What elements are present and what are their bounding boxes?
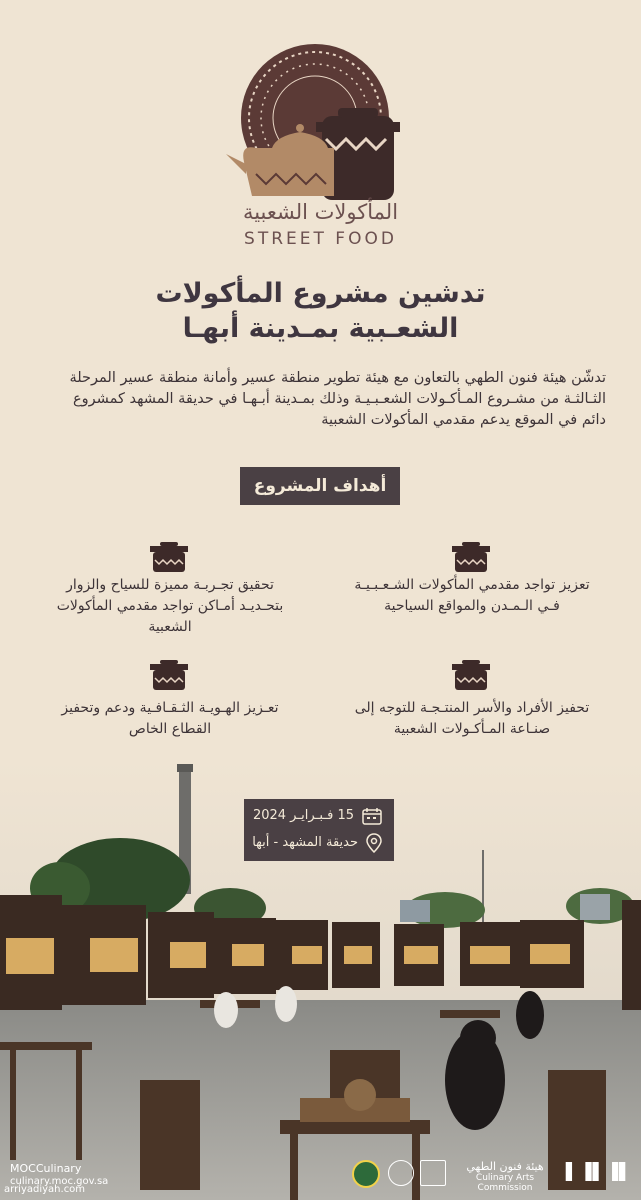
social-handle: MOCCulinary — [10, 1162, 82, 1175]
cooking-pot-icon — [146, 540, 192, 574]
goal-item-3: تحفيز الأفراد والأسر المنتـجـة للتوجه إلى صنـاعة المـأكـولات الشعبية — [354, 700, 590, 737]
goal-item-4: تعـزيز الهـويـة الثـقـافـية ودعم وتحفيز القطاع الخاص — [61, 700, 279, 737]
goals-header: أهداف المشروع — [240, 467, 400, 505]
partner-logo-icon — [420, 1160, 446, 1186]
goal-item-1: تعزيز تواجد مقدمي المأكولات الشـعـبـيـة فـي الـمـدن والمواقع السياحية — [354, 577, 590, 614]
website-url: culinary.moc.gov.sa — [10, 1176, 109, 1187]
logo-english-text: STREET FOOD — [244, 229, 397, 249]
commission-name-ar: هيئة فنون الطهي — [466, 1160, 544, 1173]
intro-paragraph: تدشّن هيئة فنون الطهي بالتعاون مع هيئة تطوير منطقة عسير وأمانة منطقة عسير المرحلة الثـالثـة من مشـروع المـأكـولات الشعـبـيـة وذلك بمـدينة أبـهـا في حديقة المشهد كمشروع دائم في الموقع يدعم مقدمي المأكولات الشعبية — [69, 370, 606, 428]
goal-item-2: تحقيق تجـربـة مميزة للسياح والزوار بتحـديـد أمـاكن تواجد مقدمي المأكولات الشعبية — [56, 577, 284, 635]
event-date: 15 فـبـرايـر 2024 — [252, 808, 354, 823]
street-food-logo — [222, 44, 408, 204]
commission-logo-mark: ▌▐▌▐▌ — [566, 1162, 633, 1181]
cooking-pot-icon — [448, 540, 494, 574]
vision-badge-icon — [352, 1160, 380, 1188]
commission-name-en: Culinary Arts Commission — [475, 1173, 535, 1193]
event-location-row — [252, 832, 382, 854]
logo-arabic-text: المأكولات الشعبية — [242, 200, 399, 224]
credit-watermark: arriyadiyah.com — [4, 1184, 86, 1195]
event-date-row — [253, 805, 382, 827]
cooking-pot-icon — [448, 658, 494, 692]
event-info-box — [244, 799, 394, 861]
event-location: حديقة المشهد - أبها — [252, 835, 358, 850]
title-line-1: تدشين مشروع المأكولات — [155, 278, 486, 309]
cooking-pot-icon — [146, 658, 192, 692]
title-line-2: الشعـبية بمـدينة أبهـا — [182, 313, 459, 344]
location-pin-icon — [366, 833, 382, 853]
calendar-icon — [362, 807, 382, 825]
ministry-emblem-icon — [388, 1160, 414, 1186]
